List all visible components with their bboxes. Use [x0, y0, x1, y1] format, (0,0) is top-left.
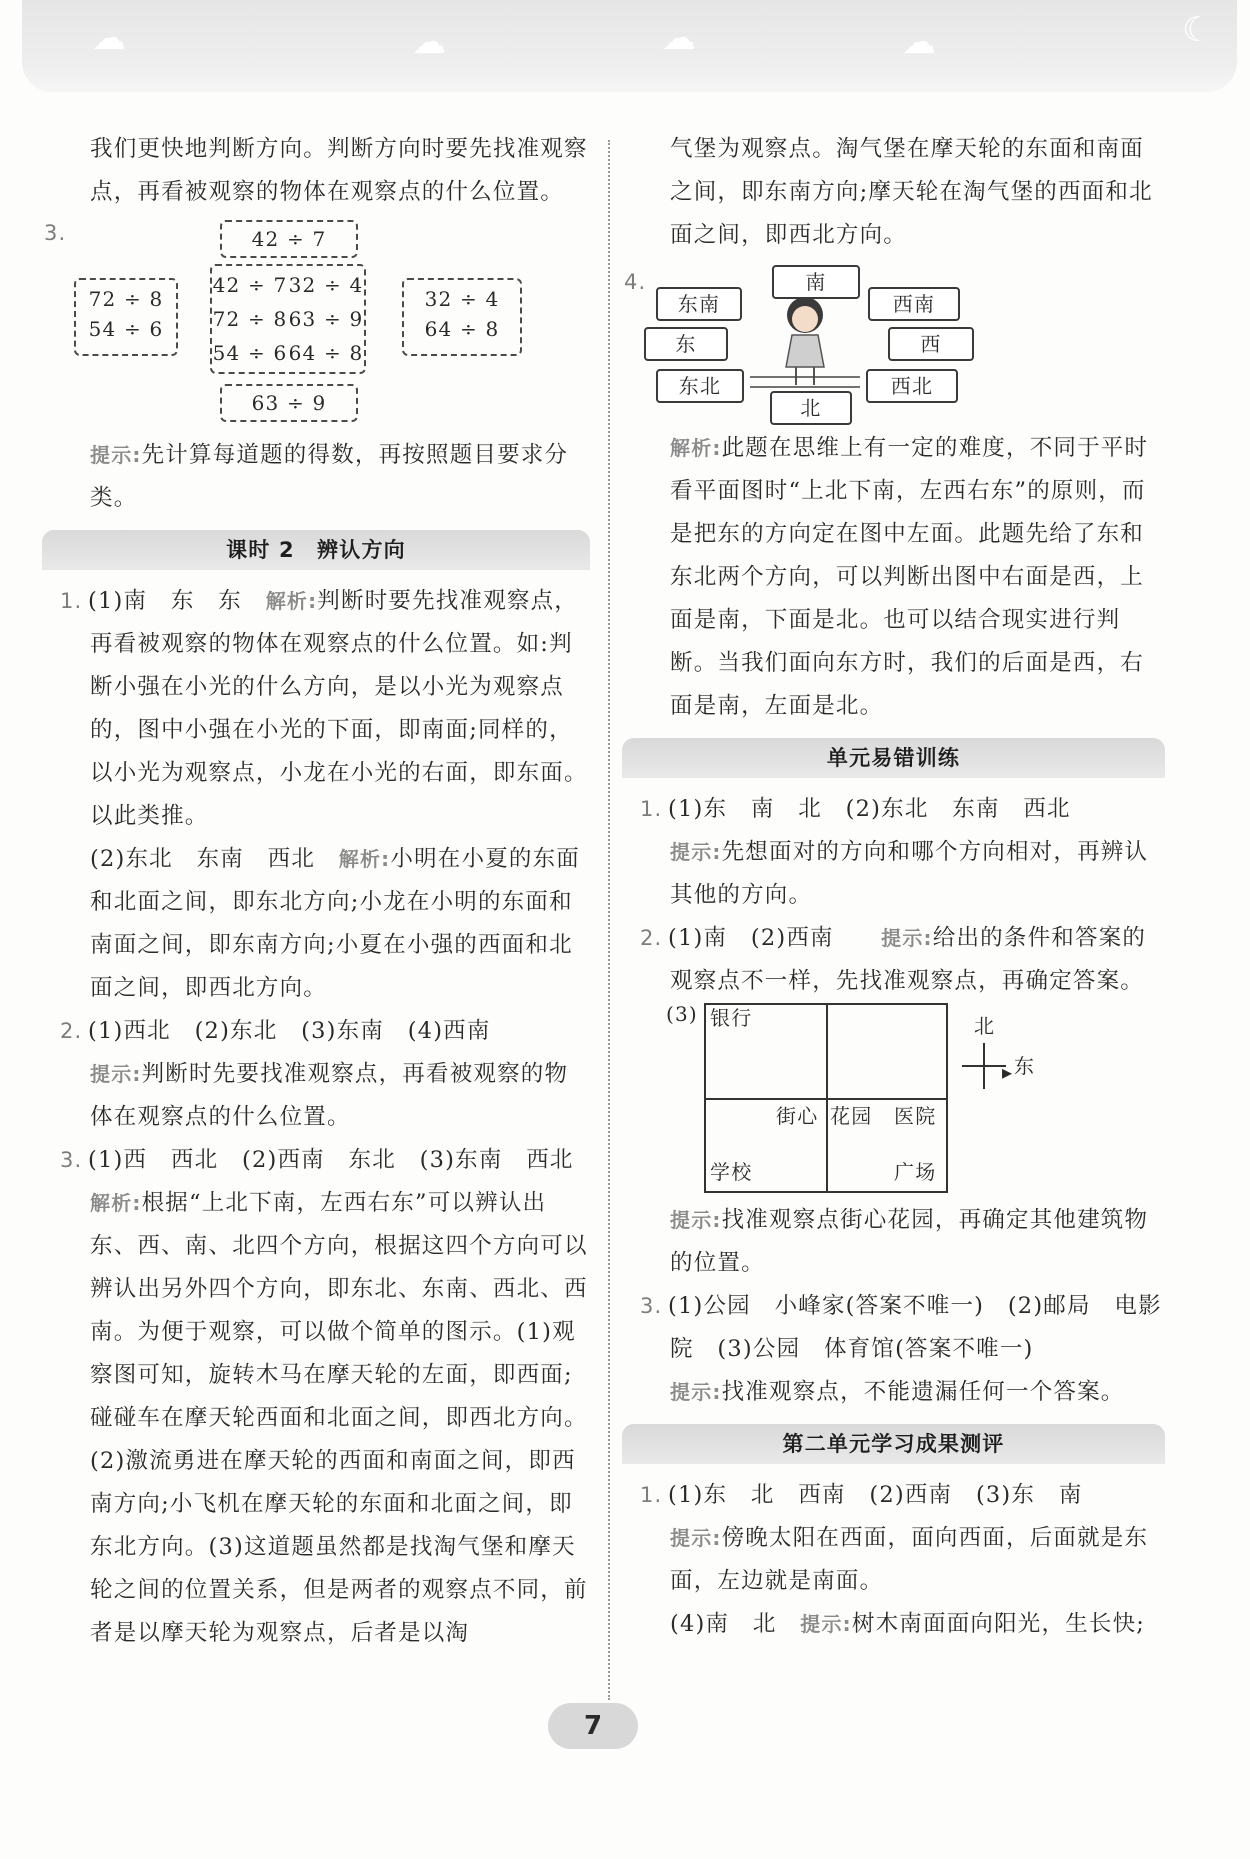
- hint-label: 提示:: [90, 1062, 142, 1086]
- section-heading: 课时 2 辨认方向: [42, 530, 590, 570]
- text: 我们更快地判断方向。判断方向时要先找准观察点，再看被观察的物体在观察点的什么位置。: [90, 136, 588, 205]
- math-box-right: [402, 278, 522, 356]
- expression: 42 ÷ 7: [212, 273, 288, 297]
- town-map: [666, 1002, 1165, 1199]
- cloud-icon: ☁: [662, 18, 696, 58]
- answer: [640, 788, 1165, 831]
- text: 小明在小夏的东面和北面之间，即东北方向;小龙在小明的东面和南面之间，即东南方向;小夏在小强的西面和北面之间，即西北方向。: [90, 846, 580, 1001]
- question-number: 1.: [640, 797, 663, 821]
- text: 此题在思维上有一定的难度，不同于平时看平面图时“上北下南，左西右东”的原则，而是把东的方向定在图中左面。此题先给了东和东北两个方向，可以判断出图中右面是西，上面是南，下面是北。也可以结合现实进行判断。当我们面向东方时，我们的后面是西，右面是南，左面是北。: [670, 435, 1149, 719]
- hint: [60, 1053, 590, 1139]
- text: (1)东 南 北 (2)东北 东南 西北: [668, 796, 1071, 822]
- text: 先想面对的方向和哪个方向相对，再辨认其他的方向。: [670, 839, 1149, 908]
- text: 树木南面面向阳光，生长快;: [851, 1611, 1146, 1637]
- hint: [640, 1517, 1165, 1603]
- answer: [640, 1474, 1165, 1517]
- question-number: 2.: [640, 926, 663, 950]
- cloud-icon: ☁: [412, 22, 446, 62]
- cloud-icon: ☁: [902, 22, 936, 62]
- header-band: [22, 0, 1237, 92]
- hint-label: 提示:: [800, 1612, 852, 1636]
- right-column: [624, 128, 1165, 1646]
- arrow-right-icon: ▸: [1002, 1060, 1014, 1084]
- direction-label-northeast: 东北: [656, 369, 744, 403]
- text: 根据“上北下南，左西右东”可以辨认出东、西、南、北四个方向，根据这四个方向可以辨认出另外四个方向，即东北、东南、西北、西南。为便于观察，可以做个简单的图示。(1)观察图可知，旋转木马在摩天轮的左面，即西面;碰碰车在摩天轮西面和北面之间，即西北方向。(2)激流勇进在摩天轮的西面和南面之间，即西南方向;小飞机在摩天轮的东面和北面之间，即东北方向。(3)这道题虽然都是找淘气堡和摩天轮之间的位置关系，但是两者的观察点不同，前者是以摩天轮为观察点，后者是以淘: [90, 1190, 588, 1646]
- math-box-top: 42 ÷ 7: [220, 220, 358, 258]
- answer: [60, 838, 590, 1010]
- answer: [60, 1139, 590, 1655]
- compass-line: [962, 1065, 1006, 1067]
- hint: [60, 434, 590, 520]
- text: (1)南 (2)西南: [668, 925, 834, 951]
- hint: [640, 1199, 1165, 1285]
- math-box-center: [210, 264, 366, 374]
- text: 气堡为观察点。淘气堡在摩天轮的东面和南面之间，即东南方向;摩天轮在淘气堡的西面和北面之间，即西北方向。: [670, 136, 1153, 248]
- answer: [60, 580, 590, 838]
- math-box-left: [74, 278, 178, 356]
- question-number: 4.: [624, 270, 647, 294]
- expression: 64 ÷ 8: [424, 317, 500, 341]
- answer: [640, 1603, 1165, 1646]
- text: (1)东 北 西南 (2)西南 (3)东 南: [668, 1482, 1083, 1508]
- text: (1)西北 (2)东北 (3)东南 (4)西南: [88, 1018, 491, 1044]
- hint: [640, 1371, 1165, 1414]
- question-number: 1.: [640, 1483, 663, 1507]
- question-number: 3.: [640, 1294, 663, 1318]
- question-number: 3.: [44, 221, 67, 245]
- analysis-label: 解析:: [265, 589, 318, 613]
- text: 先计算每道题的得数，再按照题目要求分类。: [90, 442, 569, 511]
- text: (1)公园 小峰家(答案不唯一) (2)邮局 电影院 (3)公园 体育馆(答案不唯一): [668, 1293, 1162, 1362]
- hint: [640, 831, 1165, 917]
- expression: 64 ÷ 8: [288, 341, 364, 365]
- place-park: 街心: [776, 1104, 819, 1128]
- direction-label-west: 西: [888, 327, 974, 361]
- text: 判断时要先找准观察点，再看被观察的物体在观察点的什么位置。如:判断小强在小光的什么方向，是以小光为观察点的，图中小强在小光的下面，即南面;同样的，以小光为观察点，小龙在小光的右面，即东面。以此类推。: [90, 588, 588, 829]
- text: 傍晚太阳在西面，面向西面，后面就是东面，左边就是南面。: [670, 1525, 1149, 1594]
- map-grid: [704, 1003, 948, 1193]
- cloud-icon: ☁: [92, 18, 126, 58]
- answer: [640, 917, 1165, 1003]
- column-divider: [608, 140, 610, 1700]
- q3-figure: [44, 214, 590, 434]
- hint-label: 提示:: [670, 1208, 722, 1232]
- place-park: 花园: [830, 1104, 873, 1128]
- text: (2)东北 东南 西北: [90, 846, 316, 872]
- question-number: 2.: [60, 1019, 83, 1043]
- question-number: 1.: [60, 589, 83, 613]
- hint-label: 提示:: [90, 443, 142, 467]
- text: 判断时先要找准观察点，再看被观察的物体在观察点的什么位置。: [90, 1061, 569, 1130]
- expression: 32 ÷ 4: [424, 287, 500, 311]
- text: 找准观察点街心花园，再确定其他建筑物的位置。: [670, 1207, 1149, 1276]
- compass-north: 北: [974, 1014, 996, 1038]
- compass-east: 东: [1014, 1054, 1036, 1078]
- section-heading: 单元易错训练: [622, 738, 1165, 778]
- left-column: [44, 128, 590, 1655]
- page-number: 7: [548, 1703, 638, 1749]
- math-box-bottom: 63 ÷ 9: [220, 384, 358, 422]
- place-bank: 银行: [710, 1006, 753, 1030]
- analysis-label: 解析:: [90, 1191, 142, 1215]
- hint-label: 提示:: [670, 1380, 722, 1404]
- paragraph: [60, 128, 590, 214]
- expression: 32 ÷ 4: [288, 273, 364, 297]
- place-hospital: 医院: [894, 1104, 937, 1128]
- direction-label-northwest: 西北: [866, 369, 958, 403]
- place-square: 广场: [894, 1160, 937, 1184]
- q4-figure: [624, 257, 1165, 427]
- analysis-label: 解析:: [670, 436, 722, 460]
- compass: [960, 1011, 1040, 1091]
- answer: [60, 1010, 590, 1053]
- direction-label-south: 南: [772, 265, 860, 299]
- text: (1)南 东 东: [88, 588, 242, 614]
- direction-label-southwest: 西南: [868, 287, 960, 321]
- expression: 72 ÷ 8: [212, 307, 288, 331]
- hint-label: 提示:: [881, 926, 933, 950]
- question-number: 3.: [60, 1148, 83, 1172]
- expression: 72 ÷ 8: [88, 287, 164, 311]
- hint-label: 提示:: [670, 1526, 722, 1550]
- analysis: [640, 427, 1165, 728]
- expression: 54 ÷ 6: [212, 341, 288, 365]
- text: (1)西 西北 (2)西南 东北 (3)东南 西北: [88, 1147, 574, 1173]
- direction-label-southeast: 东南: [656, 287, 742, 321]
- girl-figure: [740, 285, 870, 395]
- text: (4)南 北: [670, 1611, 777, 1637]
- girl-face: [792, 306, 818, 332]
- text: 找准观察点，不能遗漏任何一个答案。: [721, 1379, 1125, 1405]
- analysis-label: 解析:: [338, 847, 391, 871]
- moon-icon: ☾: [1182, 10, 1213, 50]
- text: 给出的条件和答案的观察点不一样，先找准观察点，再确定答案。: [670, 925, 1147, 994]
- expression: 54 ÷ 6: [88, 317, 164, 341]
- paragraph: [640, 128, 1165, 257]
- answer: [640, 1285, 1165, 1371]
- girl-dress: [786, 335, 824, 367]
- section-heading: 第二单元学习成果测评: [622, 1424, 1165, 1464]
- place-school: 学校: [710, 1160, 753, 1184]
- expression: 63 ÷ 9: [288, 307, 364, 331]
- map-label: (3): [666, 1002, 698, 1026]
- direction-label-east: 东: [644, 327, 728, 361]
- direction-label-north: 北: [770, 391, 852, 425]
- hint-label: 提示:: [670, 840, 722, 864]
